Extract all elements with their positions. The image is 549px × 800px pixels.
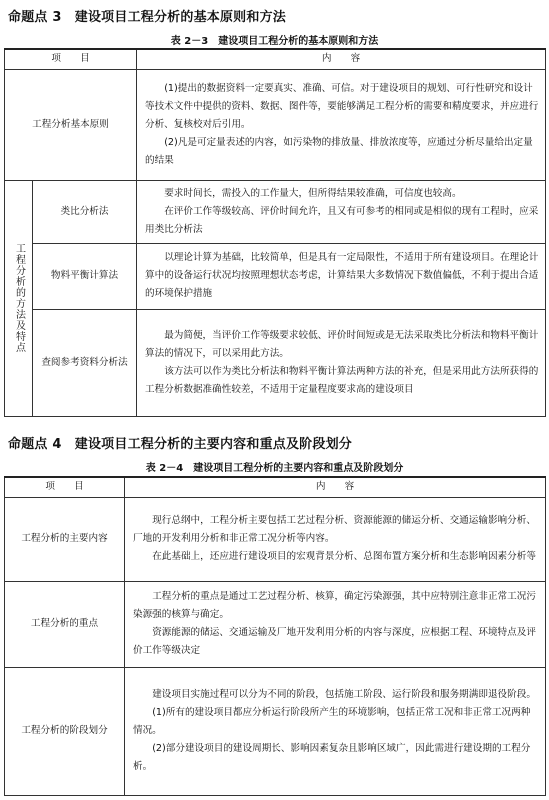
row-content <box>125 581 546 667</box>
row-content <box>125 497 546 581</box>
row-content <box>137 309 546 416</box>
table-row <box>5 69 546 180</box>
column-header-content: 内 容 <box>137 49 546 69</box>
table-caption-2-3: 表 2－3 建设项目工程分析的基本原则和方法 <box>170 36 379 47</box>
paragraph: 在此基础上，还应进行建设项目的宏观背景分析、总图布置方案分析和生态影响因素分析等 <box>152 551 536 562</box>
row-label: 查阅参考资料分析法 <box>33 309 137 416</box>
group-label-cell <box>5 180 33 416</box>
table-row <box>5 180 546 243</box>
row-content <box>125 667 546 795</box>
table-row <box>5 497 546 581</box>
row-label: 工程分析的重点 <box>5 581 125 667</box>
paragraph: 要求时间长，需投入的工作量大，但所得结果较准确，可信度也较高。 <box>164 187 462 199</box>
paragraph: (1)提出的数据资料一定要真实、准确、可信。对于建设项目的规划、可行性研究和设计等技术文件中提供的资料、数据、图件等，要能够满足工程分析的需要和精度要求，并应进行分析、复核校对后引用。 <box>145 82 539 130</box>
table-row <box>5 309 546 416</box>
row-label: 工程分析的主要内容 <box>5 497 125 581</box>
paragraph: (1)所有的建设项目都应分析运行阶段所产生的环境影响，包括正常工况和非正常工况两种情况。 <box>133 707 531 736</box>
table-row <box>5 243 546 309</box>
paragraph: 在评价工作等级较高、评价时间允许，且又有可参考的相同或是相似的现有工程时，应采用类比分析法 <box>145 205 539 235</box>
paragraph: 最为简便，当评价工作等级要求较低、评价时间短或是无法采取类比分析法和物料平衡计算法的情况下，可以采用此方法。 <box>145 329 539 359</box>
section-heading-3: 命题点 3 建设项目工程分析的基本原则和方法 <box>8 10 286 25</box>
table-2-3 <box>4 48 546 417</box>
paragraph: 该方法可以作为类比分析法和物料平衡计算法两种方法的补充，但是采用此方法所获得的工程分析数据准确性较差，不适用于定量程度要求高的建设项目 <box>145 365 539 395</box>
row-content <box>137 243 546 309</box>
row-content <box>137 69 546 180</box>
table-caption-2-4: 表 2－4 建设项目工程分析的主要内容和重点及阶段划分 <box>145 463 404 474</box>
column-header-content: 内 容 <box>125 477 546 497</box>
column-header-item: 项 目 <box>5 49 137 69</box>
table-2-4 <box>4 476 546 796</box>
paragraph: 资源能源的储运、交通运输及厂地开发利用分析的内容与深度，应根据工程、环境特点及评价工作等级决定 <box>133 627 536 656</box>
paragraph: (2)凡是可定量表述的内容，如污染物的排放量、排放浓度等，应通过分析尽量给出定量的结果 <box>145 136 533 166</box>
paragraph: 现行总纲中，工程分析主要包括工艺过程分析、资源能源的储运分析、交通运输影响分析、厂地的开发利用分析和非正常工况分析等内容。 <box>133 515 536 544</box>
table-row <box>5 581 546 667</box>
section-heading-4: 命题点 4 建设项目工程分析的主要内容和重点及阶段划分 <box>8 437 352 452</box>
paragraph: 以理论计算为基础，比较简单，但是具有一定局限性，不适用于所有建设项目。在理论计算中的设备运行状况均按照理想状态考虑，计算结果大多数情况下数值偏低，不利于提出合适的环境保护措施 <box>145 252 539 299</box>
row-content <box>137 180 546 243</box>
row-label: 工程分析基本原则 <box>5 69 137 180</box>
column-header-item: 项 目 <box>5 477 125 497</box>
paragraph: (2)部分建设项目的建设周期长、影响因素复杂且影响区域广，因此需进行建设期的工程分析。 <box>133 743 531 772</box>
row-label: 物料平衡计算法 <box>33 243 137 309</box>
row-label: 工程分析的阶段划分 <box>5 667 125 795</box>
table-row <box>5 667 546 795</box>
row-label: 类比分析法 <box>33 180 137 243</box>
paragraph: 建设项目实施过程可以分为不同的阶段，包括施工阶段、运行阶段和服务期满即退役阶段。 <box>152 689 536 700</box>
group-label: 工程分析的方法及特点 <box>13 243 25 353</box>
paragraph: 工程分析的重点是通过工艺过程分析、核算，确定污染源强，其中应特别注意非正常工况污染源强的核算与确定。 <box>133 591 536 620</box>
